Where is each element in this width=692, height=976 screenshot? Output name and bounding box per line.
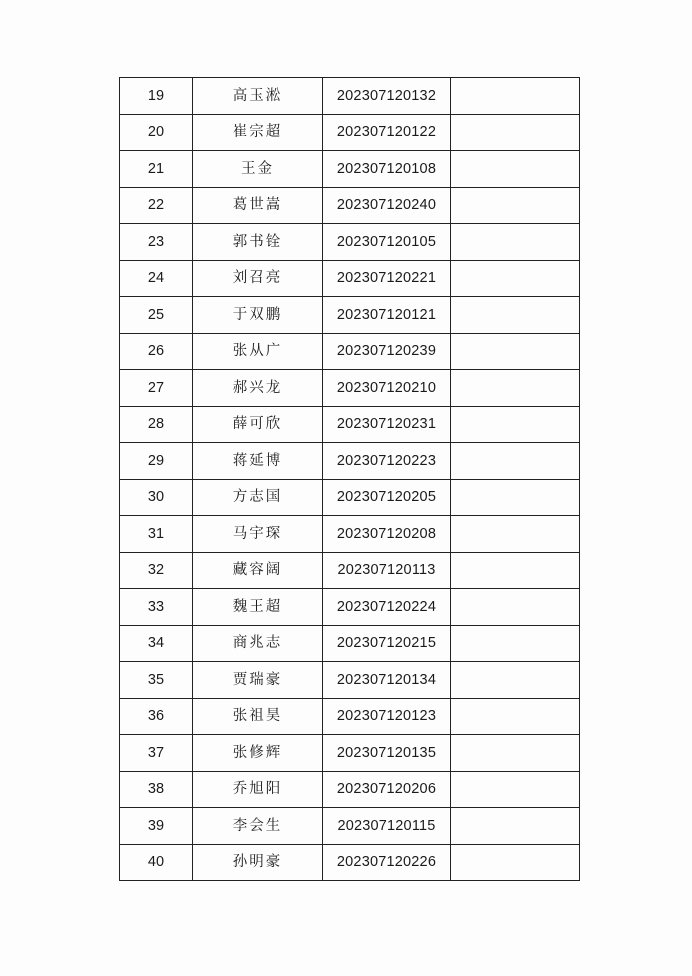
row-number-cell: 26 <box>120 333 193 370</box>
student-id-cell: 202307120221 <box>323 260 451 297</box>
student-name-cell: 刘召亮 <box>193 260 323 297</box>
student-name-cell: 高玉淞 <box>193 78 323 115</box>
row-number-cell: 19 <box>120 78 193 115</box>
remarks-cell <box>451 151 580 188</box>
student-name-cell: 方志国 <box>193 479 323 516</box>
remarks-cell <box>451 771 580 808</box>
student-id-cell: 202307120135 <box>323 735 451 772</box>
student-id-cell: 202307120210 <box>323 370 451 407</box>
table-row <box>120 443 580 480</box>
row-number-cell: 21 <box>120 151 193 188</box>
remarks-cell <box>451 443 580 480</box>
student-name-cell: 郭书铨 <box>193 224 323 261</box>
student-name-cell: 张修辉 <box>193 735 323 772</box>
student-id-cell: 202307120134 <box>323 662 451 699</box>
table-row <box>120 589 580 626</box>
row-number-cell: 20 <box>120 114 193 151</box>
row-number-cell: 24 <box>120 260 193 297</box>
row-number-cell: 35 <box>120 662 193 699</box>
student-name-cell: 李会生 <box>193 808 323 845</box>
student-name-cell: 孙明豪 <box>193 844 323 881</box>
student-name-cell: 郝兴龙 <box>193 370 323 407</box>
student-name-cell: 王金 <box>193 151 323 188</box>
table-row <box>120 260 580 297</box>
row-number-cell: 25 <box>120 297 193 334</box>
student-id-cell: 202307120115 <box>323 808 451 845</box>
table-row <box>120 114 580 151</box>
table-row <box>120 771 580 808</box>
remarks-cell <box>451 662 580 699</box>
roster-table <box>119 77 580 881</box>
student-id-cell: 202307120206 <box>323 771 451 808</box>
student-name-cell: 乔旭阳 <box>193 771 323 808</box>
roster-table-body <box>120 78 580 881</box>
table-row <box>120 78 580 115</box>
remarks-cell <box>451 224 580 261</box>
row-number-cell: 28 <box>120 406 193 443</box>
student-name-cell: 张祖昊 <box>193 698 323 735</box>
student-id-cell: 202307120122 <box>323 114 451 151</box>
remarks-cell <box>451 370 580 407</box>
row-number-cell: 30 <box>120 479 193 516</box>
table-row <box>120 808 580 845</box>
remarks-cell <box>451 625 580 662</box>
student-name-cell: 商兆志 <box>193 625 323 662</box>
table-row <box>120 698 580 735</box>
table-row <box>120 151 580 188</box>
remarks-cell <box>451 698 580 735</box>
remarks-cell <box>451 735 580 772</box>
row-number-cell: 38 <box>120 771 193 808</box>
student-id-cell: 202307120108 <box>323 151 451 188</box>
student-id-cell: 202307120231 <box>323 406 451 443</box>
student-name-cell: 张从广 <box>193 333 323 370</box>
remarks-cell <box>451 187 580 224</box>
student-id-cell: 202307120240 <box>323 187 451 224</box>
student-name-cell: 崔宗超 <box>193 114 323 151</box>
table-row <box>120 187 580 224</box>
table-row <box>120 735 580 772</box>
table-row <box>120 844 580 881</box>
row-number-cell: 27 <box>120 370 193 407</box>
student-id-cell: 202307120215 <box>323 625 451 662</box>
table-row <box>120 297 580 334</box>
table-row <box>120 333 580 370</box>
row-number-cell: 29 <box>120 443 193 480</box>
student-name-cell: 贾瑞豪 <box>193 662 323 699</box>
student-id-cell: 202307120239 <box>323 333 451 370</box>
student-id-cell: 202307120105 <box>323 224 451 261</box>
student-name-cell: 蒋延博 <box>193 443 323 480</box>
student-id-cell: 202307120208 <box>323 516 451 553</box>
student-name-cell: 薛可欣 <box>193 406 323 443</box>
student-id-cell: 202307120205 <box>323 479 451 516</box>
table-row <box>120 516 580 553</box>
student-id-cell: 202307120223 <box>323 443 451 480</box>
remarks-cell <box>451 589 580 626</box>
table-row <box>120 625 580 662</box>
remarks-cell <box>451 516 580 553</box>
student-id-cell: 202307120113 <box>323 552 451 589</box>
student-id-cell: 202307120224 <box>323 589 451 626</box>
remarks-cell <box>451 78 580 115</box>
student-name-cell: 魏王超 <box>193 589 323 626</box>
student-id-cell: 202307120123 <box>323 698 451 735</box>
row-number-cell: 33 <box>120 589 193 626</box>
table-row <box>120 224 580 261</box>
student-id-cell: 202307120121 <box>323 297 451 334</box>
row-number-cell: 34 <box>120 625 193 662</box>
remarks-cell <box>451 479 580 516</box>
row-number-cell: 36 <box>120 698 193 735</box>
student-name-cell: 马宇琛 <box>193 516 323 553</box>
remarks-cell <box>451 260 580 297</box>
row-number-cell: 22 <box>120 187 193 224</box>
table-row <box>120 406 580 443</box>
remarks-cell <box>451 114 580 151</box>
row-number-cell: 23 <box>120 224 193 261</box>
remarks-cell <box>451 406 580 443</box>
row-number-cell: 31 <box>120 516 193 553</box>
row-number-cell: 32 <box>120 552 193 589</box>
remarks-cell <box>451 552 580 589</box>
student-id-cell: 202307120226 <box>323 844 451 881</box>
table-row <box>120 662 580 699</box>
student-id-cell: 202307120132 <box>323 78 451 115</box>
remarks-cell <box>451 333 580 370</box>
student-name-cell: 于双鹏 <box>193 297 323 334</box>
remarks-cell <box>451 297 580 334</box>
row-number-cell: 37 <box>120 735 193 772</box>
table-row <box>120 479 580 516</box>
remarks-cell <box>451 808 580 845</box>
student-name-cell: 葛世嵩 <box>193 187 323 224</box>
table-row <box>120 552 580 589</box>
row-number-cell: 39 <box>120 808 193 845</box>
student-name-cell: 藏容阔 <box>193 552 323 589</box>
remarks-cell <box>451 844 580 881</box>
table-row <box>120 370 580 407</box>
row-number-cell: 40 <box>120 844 193 881</box>
